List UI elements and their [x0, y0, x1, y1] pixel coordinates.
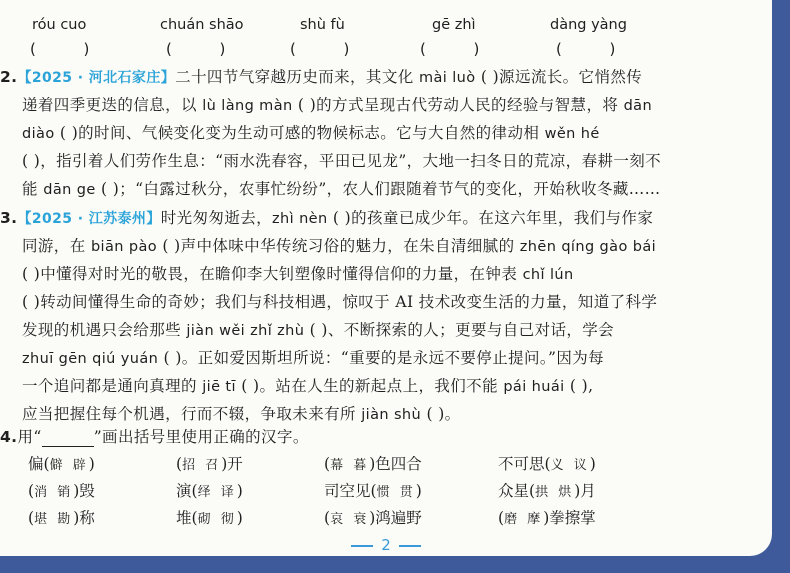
choice-item[interactable]: 众星(拱 烘)月	[498, 482, 596, 500]
q3-line	[22, 345, 604, 371]
q4-choice-grid	[28, 452, 748, 533]
q3-line	[22, 373, 593, 399]
pinyin: lù làng màn	[202, 98, 293, 114]
text: ( )的方式呈现古代劳动人民的经验与智慧，将	[292, 96, 624, 114]
answer-blank[interactable]: ( )	[420, 40, 480, 58]
text: ( )中懂得对时光的敬畏，在瞻仰李大钊塑像时懂得信仰的力量，在钟表	[22, 265, 523, 283]
choice-item[interactable]: (堪 勘)称	[28, 509, 95, 527]
q2-line	[22, 92, 652, 118]
choice-item[interactable]: 演(绎 译)	[176, 482, 243, 500]
text: ( )。	[421, 405, 461, 423]
answer-blank[interactable]: ( )	[166, 40, 226, 58]
footer-dash	[399, 545, 421, 547]
text: 递着四季更迭的信息，以	[22, 96, 203, 114]
pinyin: mài luò	[418, 70, 476, 86]
choice-item[interactable]: 堆(砌 彻)	[176, 509, 243, 527]
text: ( )。站在人生的新起点上，我们不能	[235, 377, 504, 395]
page-number: 2	[381, 536, 391, 554]
text: ( )声中体味中华传统习俗的魅力，在朱自清细腻的	[157, 237, 520, 255]
text: ( ),	[564, 377, 594, 395]
pinyin: jiàn wěi zhǐ zhù	[186, 323, 305, 339]
source-tag: 【2025 · 河北石家庄】	[17, 70, 176, 86]
answer-blank[interactable]: ( )	[30, 40, 90, 58]
choice-item[interactable]: 不可思(义 议)	[498, 455, 596, 473]
text: ( )。正如爱因斯坦所说：“重要的是永远不要停止提问。”因为每	[158, 349, 605, 367]
text: ( )转动间懂得生命的奇妙；我们与科技相遇，惊叹于 AI 技术改变生活的力量，知道了科学	[22, 293, 658, 311]
choice-item[interactable]: 偏(僻 辟)	[28, 455, 95, 473]
choice-item[interactable]: (哀 衰)鸿遍野	[324, 509, 422, 527]
pinyin-word: shù fù	[300, 17, 345, 33]
page-footer	[0, 536, 772, 554]
choice-item[interactable]: (消 销)毁	[28, 482, 95, 500]
text: 用“	[17, 428, 42, 446]
text: 发现的机遇只会给那些	[22, 321, 187, 339]
choice-item[interactable]: (幕 暮)色四合	[324, 455, 422, 473]
question-number: 2.	[0, 68, 18, 86]
pinyin: zhēn qíng gào bái	[519, 239, 657, 255]
pinyin-word: dàng yàng	[550, 17, 627, 33]
pinyin: dān ge	[43, 182, 96, 198]
q3-line	[22, 317, 614, 343]
text: 一个追问都是通向真理的	[22, 377, 203, 395]
q2-line	[22, 176, 661, 202]
choice-row	[28, 479, 748, 506]
choice-row	[28, 506, 748, 533]
pinyin: chǐ lún	[522, 267, 574, 283]
q1-pinyin-row	[0, 17, 772, 37]
pinyin: dān	[623, 98, 653, 114]
text: 二十四节气穿越历史而来，其文化	[175, 68, 419, 86]
q4-instruction	[0, 424, 309, 450]
choice-item[interactable]: 司空见(惯 贯)	[324, 482, 422, 500]
q3-line	[22, 261, 574, 287]
pinyin: jiē tī	[202, 379, 236, 395]
q3-line	[22, 289, 657, 315]
q2-line	[22, 148, 661, 174]
footer-dash	[351, 545, 373, 547]
answer-blank[interactable]: ( )	[290, 40, 350, 58]
pinyin: pái huái	[503, 379, 565, 395]
question-number: 3.	[0, 209, 18, 227]
question-number: 4.	[0, 428, 18, 446]
q3-line	[0, 205, 653, 231]
pinyin: biān pào	[90, 239, 158, 255]
q1-answer-row	[0, 40, 772, 62]
source-tag: 【2025 · 江苏泰州】	[17, 211, 161, 227]
text: ( )源远流长。它悄然传	[475, 68, 643, 86]
pinyin-word: róu cuo	[32, 17, 87, 33]
text: ”画出括号里使用正确的汉字。	[93, 428, 309, 446]
text: ( )；“白露过秋分，农事忙纷纷”，农人们跟随着节气的变化，开始秋收冬藏……	[95, 180, 661, 198]
text: ( )、不断探索的人；更要与自己对话，学会	[304, 321, 615, 339]
answer-blank[interactable]: ( )	[556, 40, 616, 58]
text: 时光匆匆逝去，	[160, 209, 273, 227]
text: ( )，指引着人们劳作生息：“雨水洗春容，平田已见龙”，大地一扫冬日的荒凉，春耕一刻不	[22, 152, 662, 170]
text: 应当把握住每个机遇，行而不辍，争取未来有所	[22, 405, 362, 423]
pinyin: zhì nèn	[272, 211, 328, 227]
choice-row	[28, 452, 748, 479]
pinyin-word: chuán shāo	[160, 17, 244, 33]
text: 同游，在	[22, 237, 91, 255]
q2-line	[0, 64, 642, 90]
underline-sample	[42, 430, 94, 447]
choice-item[interactable]: (磨 摩)拳擦掌	[498, 509, 596, 527]
choice-item[interactable]: (招 召)开	[176, 455, 243, 473]
pinyin: wěn hé	[544, 126, 600, 142]
q2-line	[22, 120, 600, 146]
pinyin-word: gē zhì	[432, 17, 476, 33]
pinyin: zhuī gēn qiú yuán	[22, 351, 159, 367]
text: ( )的孩童已成少年。在这六年里，我们与作家	[327, 209, 654, 227]
pinyin: diào	[22, 126, 55, 142]
text: 能	[22, 180, 44, 198]
pinyin: jiàn shù	[361, 407, 422, 423]
text: ( )的时间、气候变化变为生动可感的物候标志。它与大自然的律动相	[54, 124, 545, 142]
q3-line	[22, 233, 656, 259]
